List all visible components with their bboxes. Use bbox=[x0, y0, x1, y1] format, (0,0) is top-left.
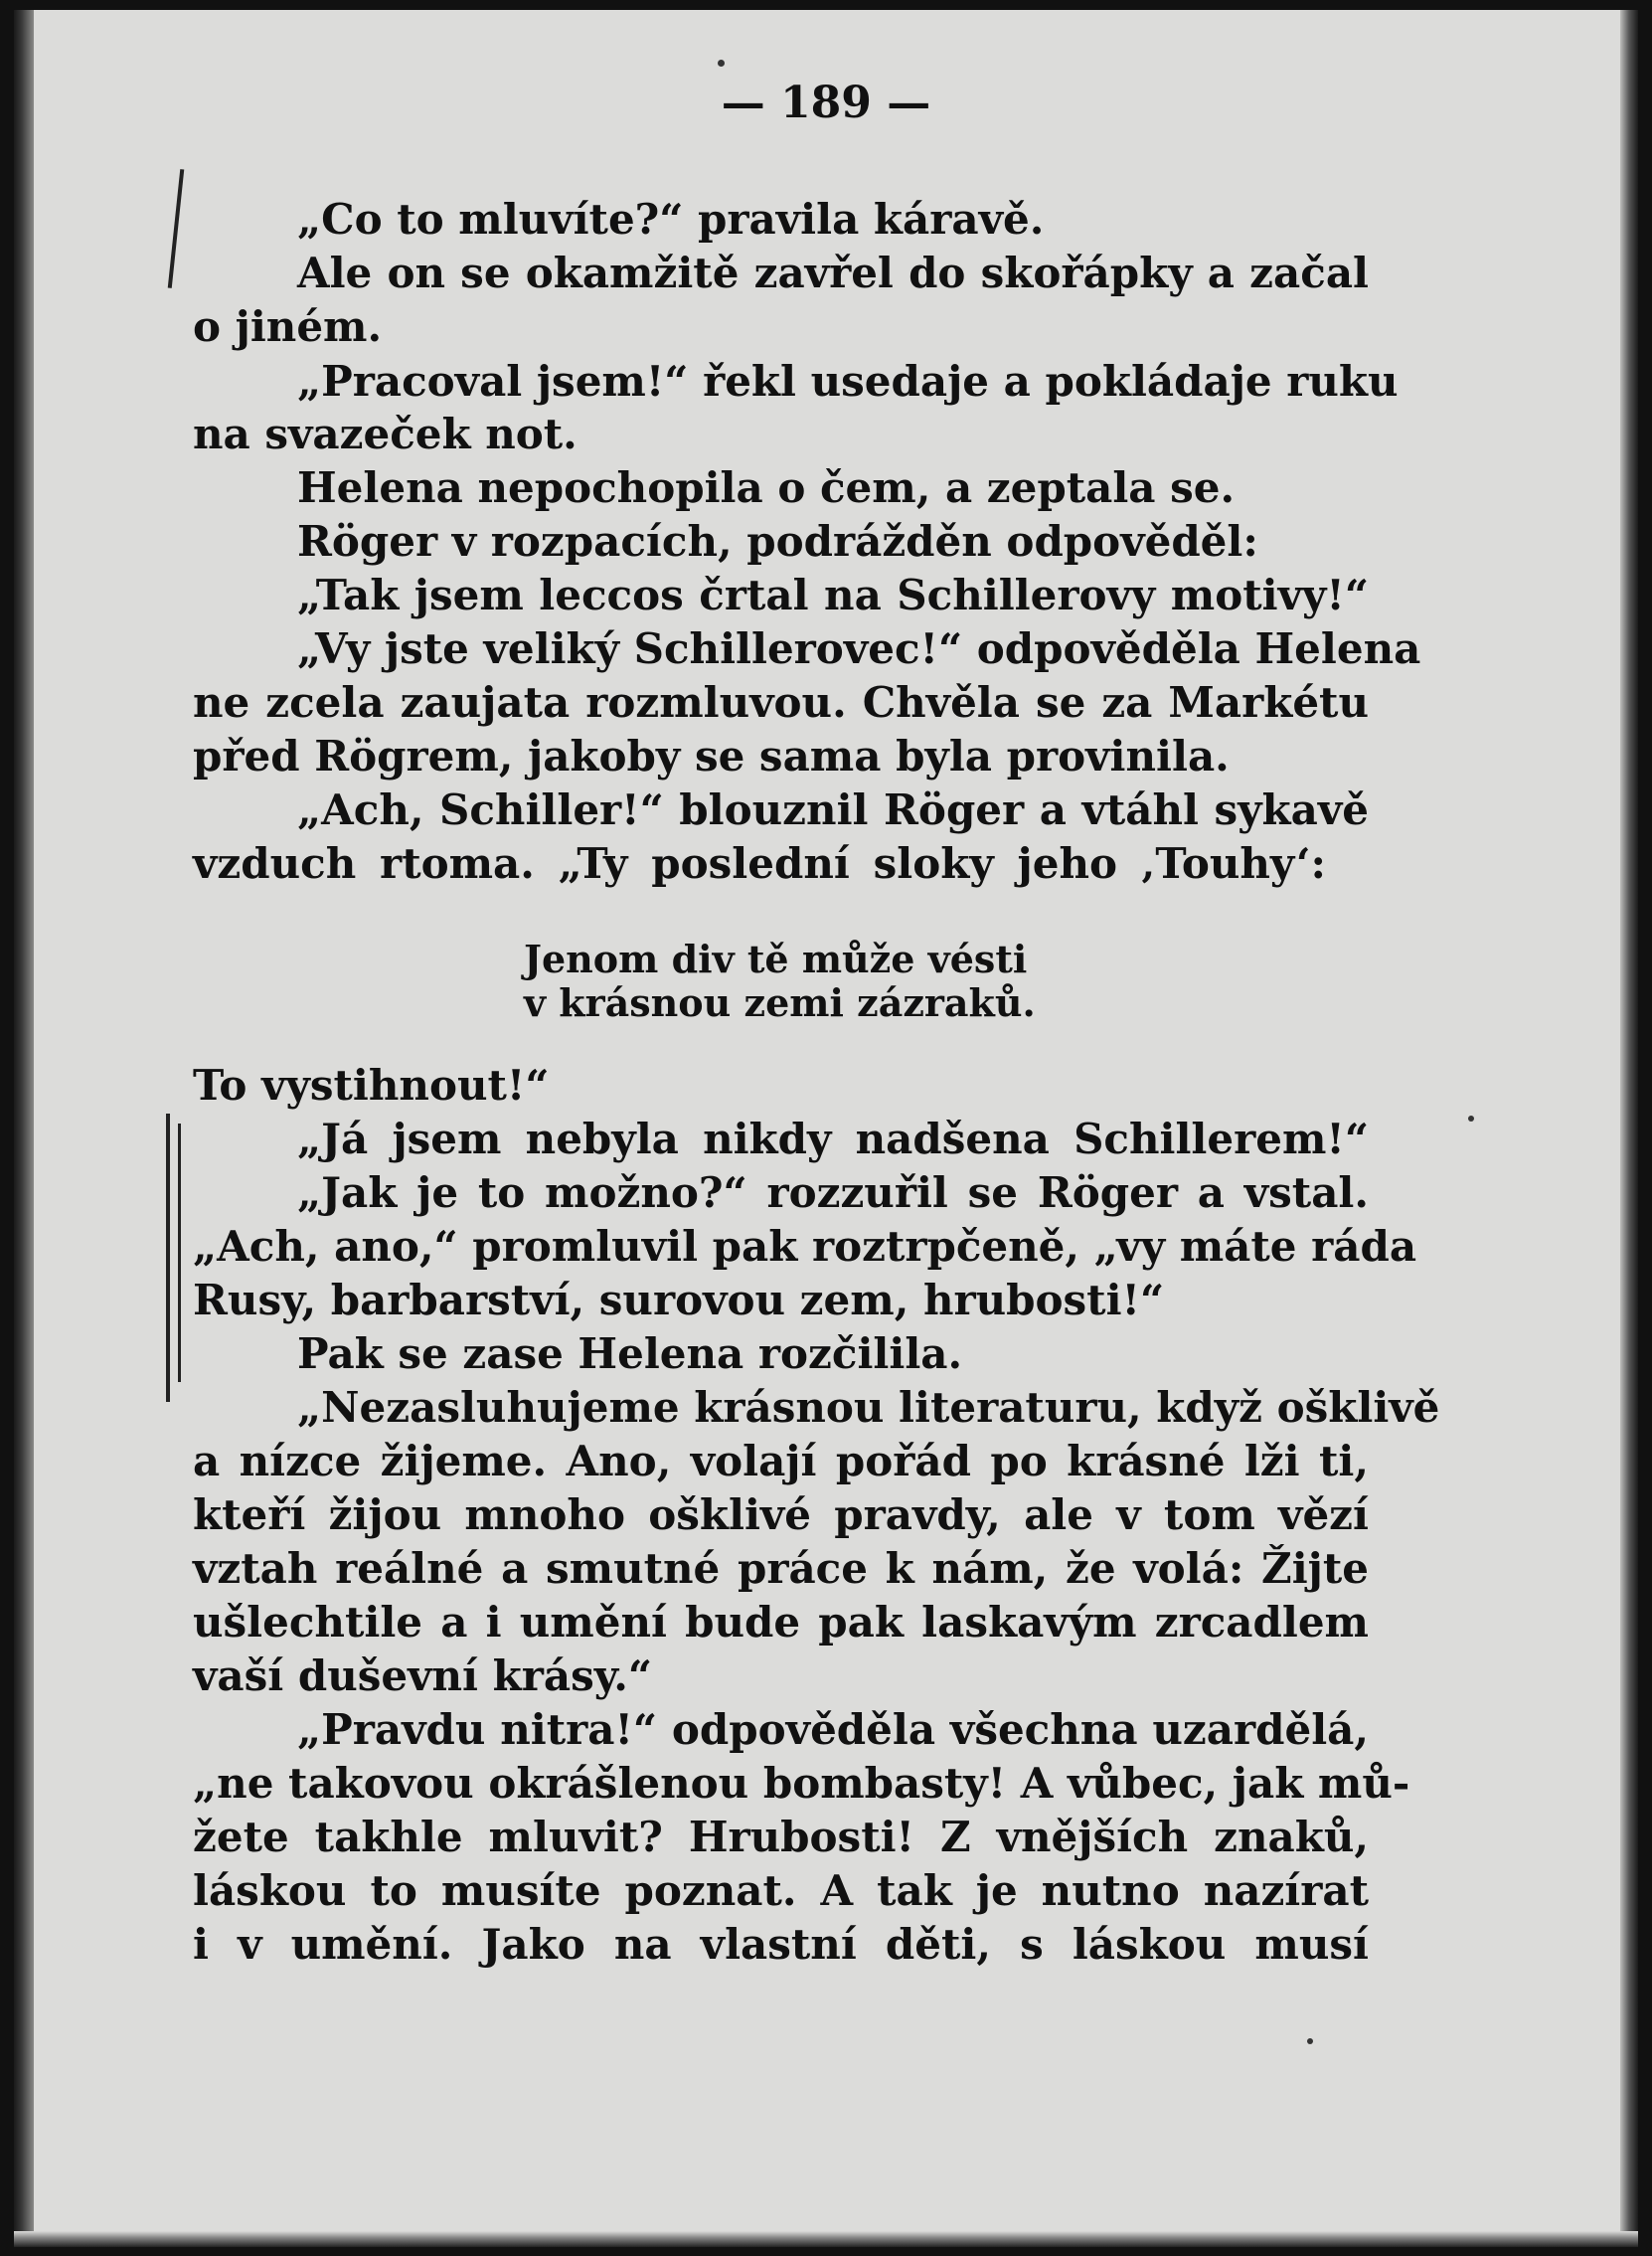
text-line: Pak se zase Helena rozčilila. bbox=[297, 1329, 963, 1378]
text-line: a nízce žijeme. Ano, volají pořád po krásné lži ti, bbox=[193, 1437, 1369, 1485]
text-line: o jiném. bbox=[193, 302, 383, 351]
page-number: — 189 — bbox=[721, 78, 931, 128]
text-line: Ale on se okamžitě zavřel do skořápky a začal bbox=[297, 249, 1369, 297]
text-line: „ne takovou okrášlenou bombasty! A vůbec, jak mů- bbox=[193, 1759, 1410, 1808]
margin-mark-bottom bbox=[166, 1114, 170, 1402]
text-line: „Já jsem nebyla nikdy nadšena Schillerem!“ bbox=[297, 1115, 1369, 1163]
text-line: „Nezasluhujeme krásnou literaturu, když ošklivě bbox=[297, 1383, 1440, 1432]
page-bottom-edge bbox=[14, 2231, 1638, 2247]
text-line: Helena nepochopila o čem, a zeptala se. bbox=[297, 463, 1236, 512]
book-page bbox=[14, 10, 1638, 2247]
text-line: „Ach, ano,“ promluvil pak roztrpčeně, „vy máte ráda bbox=[193, 1222, 1417, 1271]
verse-line: Jenom div tě může vésti bbox=[524, 937, 1028, 981]
page-right-edge bbox=[1620, 10, 1638, 2247]
text-line: Rusy, barbarství, surovou zem, hrubosti!“ bbox=[193, 1276, 1165, 1324]
ink-speck bbox=[1307, 2038, 1313, 2044]
text-line: „Ach, Schiller!“ blouznil Röger a vtáhl sykavě bbox=[297, 785, 1369, 834]
ink-speck bbox=[718, 60, 725, 67]
text-line: na svazeček not. bbox=[193, 410, 578, 458]
text-line: láskou to musíte poznat. A tak je nutno nazírat bbox=[193, 1866, 1369, 1915]
text-line: před Rögrem, jakoby se sama byla provinila. bbox=[193, 732, 1230, 781]
text-line: vzduch rtoma. „Ty poslední sloky jeho ‚Touhy‘: bbox=[193, 839, 1326, 888]
text-line: „Jak je to možno?“ rozzuřil se Röger a vstal. bbox=[297, 1168, 1369, 1217]
text-line: „Co to mluvíte?“ pravila káravě. bbox=[297, 195, 1045, 244]
text-line: žete takhle mluvit? Hrubosti! Z vnějších znaků, bbox=[193, 1813, 1369, 1861]
text-line: i v umění. Jako na vlastní děti, s láskou musí bbox=[193, 1920, 1369, 1969]
text-line: „Vy jste veliký Schillerovec!“ odpověděla Helena bbox=[297, 624, 1421, 673]
text-line: ušlechtile a i umění bude pak laskavým zrcadlem bbox=[193, 1598, 1369, 1647]
text-line: To vystihnout!“ bbox=[193, 1061, 550, 1110]
text-line: „Pravdu nitra!“ odpověděla všechna uzardělá, bbox=[297, 1705, 1369, 1754]
page-left-edge bbox=[14, 10, 34, 2247]
text-line: vztah reálné a smutné práce k nám, že volá: Žijte bbox=[193, 1544, 1369, 1593]
text-line: vaší duševní krásy.“ bbox=[193, 1651, 653, 1700]
margin-mark-top bbox=[168, 169, 185, 288]
text-line: Röger v rozpacích, podrážděn odpověděl: bbox=[297, 517, 1258, 566]
text-line: ne zcela zaujata rozmluvou. Chvěla se za Markétu bbox=[193, 678, 1369, 727]
ink-speck bbox=[1468, 1116, 1474, 1122]
text-line: kteří žijou mnoho ošklivé pravdy, ale v tom vězí bbox=[193, 1490, 1369, 1539]
verse-line: v krásnou zemi zázraků. bbox=[524, 980, 1036, 1025]
text-line: „Pracoval jsem!“ řekl usedaje a pokládaje ruku bbox=[297, 357, 1399, 406]
text-line: „Tak jsem leccos črtal na Schillerovy motivy!“ bbox=[297, 571, 1369, 619]
margin-mark-bottom-inner bbox=[178, 1124, 181, 1382]
